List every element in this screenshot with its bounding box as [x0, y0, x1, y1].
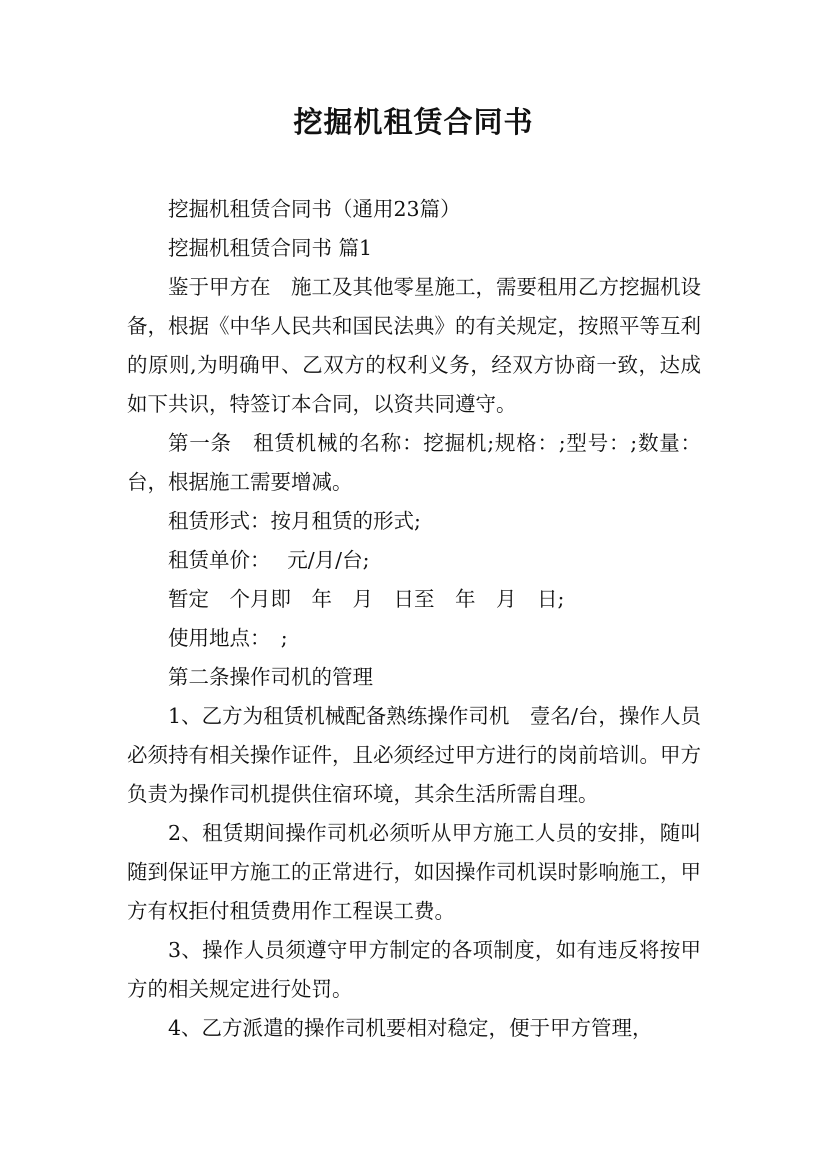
document-body	[127, 190, 701, 1048]
paragraph-section-heading: 挖掘机租赁合同书 篇1	[168, 236, 373, 260]
paragraph-clause-4: 4、乙方派遣的操作司机要相对稳定，便于甲方管理，	[168, 1016, 653, 1040]
paragraph-article-1: 第一条 租赁机械的名称：挖掘机;规格：;型号：;数量：台，根据施工需要增减。	[127, 431, 701, 494]
paragraph-preamble: 鉴于甲方在 施工及其他零星施工，需要租用乙方挖掘机设备，根据《中华人民共和国民法典》的有关规定，按照平等互利的原则,为明确甲、乙双方的权利义务，经双方协商一致，达成如下共识，特签订本合同，以资共同遵守。	[127, 275, 701, 416]
paragraph-lease-form: 租赁形式：按月租赁的形式;	[168, 509, 421, 533]
paragraph-clause-2: 2、租赁期间操作司机必须听从甲方施工人员的安排，随叫随到保证甲方施工的正常进行，如因操作司机误时影响施工，甲方有权拒付租赁费用作工程误工费。	[127, 821, 701, 923]
paragraph-unit-price: 租赁单价： 元/月/台;	[168, 548, 370, 572]
paragraph-lease-term: 暂定 个月即 年 月 日至 年 月 日;	[168, 587, 565, 611]
paragraph-article-2: 第二条操作司机的管理	[168, 665, 373, 689]
paragraph-clause-3: 3、操作人员须遵守甲方制定的各项制度，如有违反将按甲方的相关规定进行处罚。	[127, 938, 701, 1001]
document-title: 挖掘机租赁合同书	[293, 105, 534, 139]
paragraph-subtitle: 挖掘机租赁合同书（通用23篇）	[168, 197, 461, 221]
paragraph-location: 使用地点： ;	[168, 626, 288, 650]
paragraph-clause-1: 1、乙方为租赁机械配备熟练操作司机 壹名/台，操作人员必须持有相关操作证件，且必须经过甲方进行的岗前培训。甲方负责为操作司机提供住宿环境，其余生活所需自理。	[127, 704, 701, 806]
